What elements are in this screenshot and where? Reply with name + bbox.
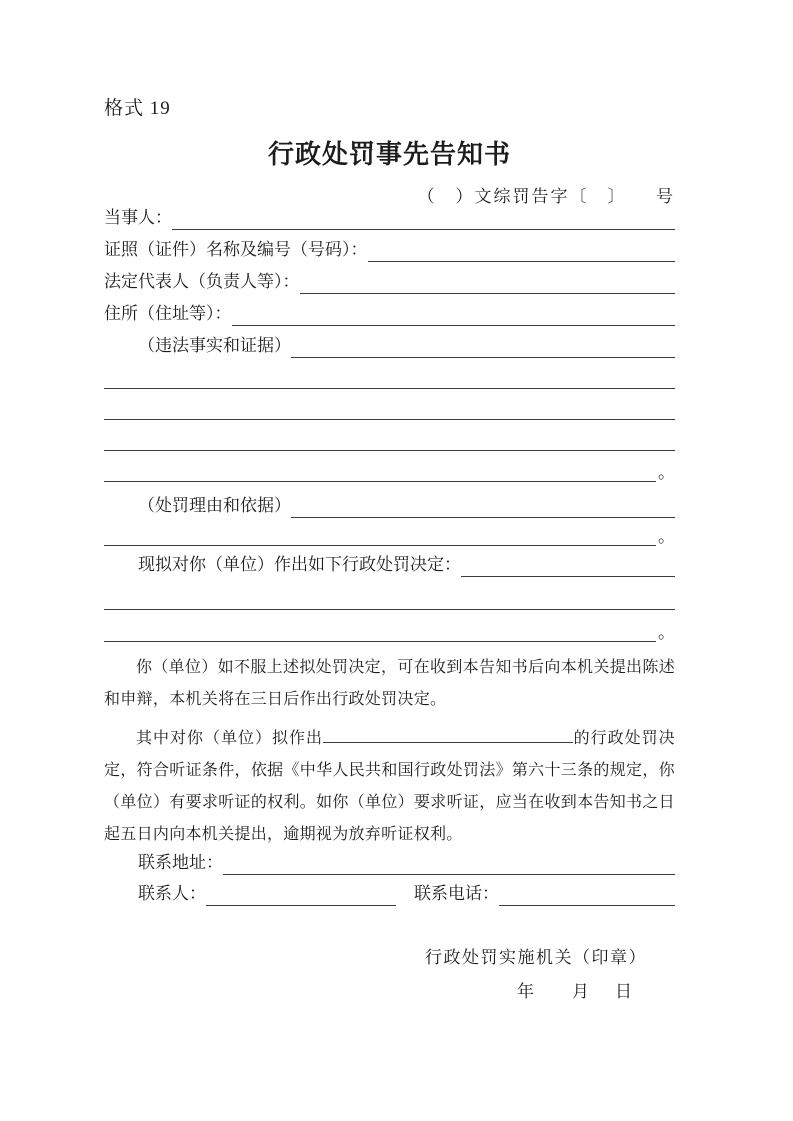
format-label: 格式 19	[104, 98, 171, 119]
field-row-residence	[104, 294, 675, 326]
doc-number-line: （ ）文综罚告字〔 〕 号	[417, 187, 675, 206]
full-stop: 。	[658, 527, 675, 546]
full-stop: 。	[658, 463, 675, 482]
facts-closing-row	[104, 451, 675, 482]
decision-blank-line	[104, 609, 656, 642]
contact-phone-label: 联系电话：	[414, 884, 499, 903]
facts-blank-line	[291, 325, 675, 358]
residence-blank-line	[232, 293, 676, 326]
party-label: 当事人：	[104, 208, 172, 227]
date-day-label: 日	[615, 982, 632, 1001]
facts-blank-line	[104, 450, 656, 482]
party-blank-line	[172, 207, 675, 230]
reasons-closing-row	[104, 518, 675, 546]
date-line	[104, 980, 675, 1004]
hearing-suffix-text: 的行政处罚决定，符合听证条件，依据《中华人民共和国行政处罚法》第六十三条的规定，你（单位）有要求听证的权利。如你（单位）要求听证，应当在收到本告知书之日起五日内向本机关提出，逾期视为放弃听证权利。	[104, 730, 675, 843]
reasons-blank-line	[104, 517, 656, 546]
decision-label: 现拟对你（单位）作出如下行政处罚决定：	[138, 555, 461, 574]
facts-blank-row	[104, 420, 675, 451]
license-blank-line	[368, 229, 676, 262]
contact-address-label: 联系地址：	[138, 853, 223, 872]
contact-address-blank-line	[223, 852, 675, 875]
decision-closing-row	[104, 610, 675, 642]
license-label: 证照（证件）名称及编号（号码）：	[104, 240, 368, 259]
issuing-agency-line: 行政处罚实施机关（印章）	[425, 948, 647, 967]
facts-label: （违法事实和证据）	[138, 336, 291, 355]
legal-rep-label: 法定代表人（负责人等）：	[104, 272, 300, 291]
statement-defense-text: 你（单位）如不服上述拟处罚决定，可在收到本告知书后向本机关提出陈述和申辩，本机关将在三日后作出行政处罚决定。	[104, 659, 675, 708]
facts-blank-row	[104, 358, 675, 389]
facts-blank-line	[104, 357, 675, 389]
field-row-contact-address	[104, 853, 675, 875]
field-row-decision	[104, 546, 675, 577]
field-row-facts	[104, 326, 675, 358]
contact-person-label: 联系人：	[138, 884, 206, 903]
reasons-label: （处罚理由和依据）	[138, 496, 291, 515]
penalty-type-blank-line	[323, 728, 573, 743]
decision-blank-line	[104, 576, 675, 610]
facts-blank-line	[104, 388, 675, 420]
field-row-legal-rep	[104, 262, 675, 294]
facts-blank-row	[104, 389, 675, 420]
facts-blank-line	[104, 419, 675, 451]
document-title: 行政处罚事先告知书	[267, 140, 511, 169]
residence-label: 住所（住址等）：	[104, 304, 232, 323]
statement-defense-paragraph	[104, 652, 675, 716]
contact-phone-blank-line	[499, 874, 675, 906]
field-row-reasons	[104, 482, 675, 518]
decision-blank-line	[461, 545, 675, 577]
reasons-blank-line	[291, 481, 675, 518]
field-row-contact-person	[104, 875, 675, 906]
date-year-label: 年	[517, 982, 534, 1001]
field-row-party	[104, 208, 675, 230]
date-month-label: 月	[572, 982, 589, 1001]
field-row-license	[104, 230, 675, 262]
legal-rep-blank-line	[300, 261, 676, 294]
contact-person-blank-line	[206, 874, 396, 906]
hearing-paragraph	[104, 723, 675, 851]
decision-blank-row	[104, 577, 675, 610]
full-stop: 。	[658, 623, 675, 642]
hearing-prefix-text: 其中对你（单位）拟作出	[136, 730, 323, 747]
